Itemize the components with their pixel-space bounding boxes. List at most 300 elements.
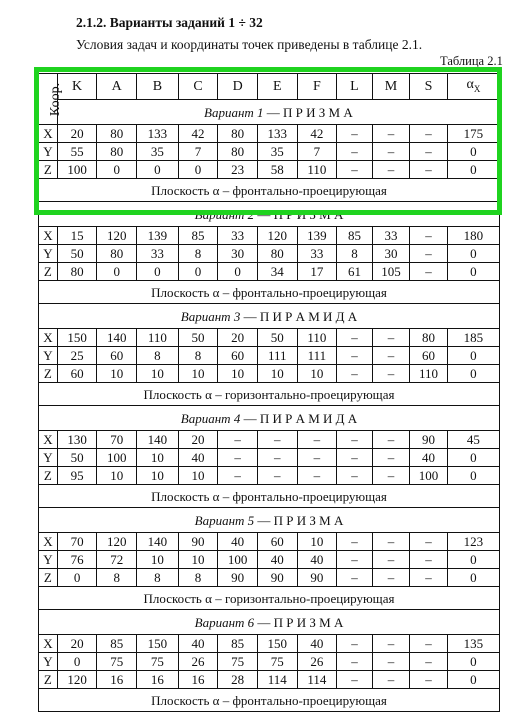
coord-value: 15 (57, 227, 97, 245)
coord-value: 100 (57, 161, 97, 179)
coord-value: 80 (257, 245, 297, 263)
coord-row-z (39, 263, 500, 281)
coord-value: 33 (372, 227, 410, 245)
coord-value: 10 (137, 467, 179, 485)
coord-value: 90 (178, 533, 218, 551)
plane-type: – горизонтально-проецирующая (211, 590, 395, 606)
coord-row-y (39, 653, 500, 671)
variant-title-row (39, 202, 500, 227)
coord-value: – (337, 467, 372, 485)
coord-value: 10 (97, 365, 137, 383)
coord-value: 17 (297, 263, 337, 281)
coord-value: 40 (178, 449, 218, 467)
coord-value: 10 (297, 365, 337, 383)
point-header-m: M (372, 74, 410, 100)
coord-value: 8 (137, 347, 179, 365)
coord-label: Y (39, 551, 58, 569)
coord-value: 8 (337, 245, 372, 263)
coord-value: – (297, 431, 337, 449)
coord-value: – (372, 161, 410, 179)
coord-value: – (257, 467, 297, 485)
coord-value: 139 (137, 227, 179, 245)
coord-header-label: Коор. (48, 82, 64, 116)
coord-value: 0 (447, 365, 499, 383)
coord-value: 80 (57, 263, 97, 281)
coord-row-x (39, 431, 500, 449)
plane-note (39, 383, 500, 406)
coord-value: 0 (447, 245, 499, 263)
coord-value: 0 (447, 347, 499, 365)
plane-type: – горизонтально-проецирующая (211, 386, 395, 402)
coord-value: – (410, 635, 448, 653)
coord-label: Z (39, 671, 58, 689)
coord-value: 60 (57, 365, 97, 383)
coord-value: 0 (218, 263, 258, 281)
coord-header-cell (39, 74, 64, 125)
coord-row-y (39, 143, 500, 161)
coord-value: 180 (447, 227, 499, 245)
coord-value: 0 (178, 161, 218, 179)
plane-word: Плоскость (151, 284, 210, 300)
coord-value: 95 (57, 467, 97, 485)
coord-value: 111 (257, 347, 297, 365)
coord-value: 16 (178, 671, 218, 689)
coord-value: 20 (218, 329, 258, 347)
coord-value: 0 (447, 551, 499, 569)
coord-row-y (39, 551, 500, 569)
variant-number: 3 (233, 308, 241, 324)
coord-value: 60 (218, 347, 258, 365)
coord-value: 8 (178, 347, 218, 365)
variant-dash: — (254, 614, 274, 630)
coord-value: 8 (178, 245, 218, 263)
plane-note (39, 179, 500, 202)
variant-dash: — (240, 410, 260, 426)
plane-type: – фронтально-проецирующая (219, 284, 387, 300)
coord-value: 130 (57, 431, 97, 449)
variant-title (39, 508, 500, 533)
variant-number: 2 (247, 206, 255, 222)
coord-value: – (257, 431, 297, 449)
coord-value: – (337, 671, 372, 689)
coord-row-z (39, 365, 500, 383)
coord-label: Y (39, 245, 58, 263)
coord-value: 0 (57, 653, 97, 671)
coord-value: 135 (447, 635, 499, 653)
variant-label: Вариант (194, 614, 245, 630)
variant-label: Вариант (180, 308, 231, 324)
coord-value: 114 (297, 671, 337, 689)
plane-word: Плоскость (143, 386, 202, 402)
plane-note (39, 689, 500, 712)
coord-value: 70 (57, 533, 97, 551)
coord-value: 25 (57, 347, 97, 365)
coord-value: – (337, 569, 372, 587)
variants-table (38, 73, 500, 712)
coord-value: 80 (410, 329, 448, 347)
coord-value: 8 (137, 569, 179, 587)
variant-dash: — (254, 512, 274, 528)
coord-value: 33 (297, 245, 337, 263)
coord-value: 0 (447, 161, 499, 179)
plane-alpha: α (205, 386, 212, 402)
coord-value: – (337, 533, 372, 551)
coord-value: 75 (257, 653, 297, 671)
coord-value: – (337, 365, 372, 383)
coord-value: – (410, 143, 448, 161)
coord-value: 50 (57, 245, 97, 263)
plane-note-row (39, 281, 500, 304)
coord-label: Z (39, 569, 58, 587)
coord-value: 0 (447, 569, 499, 587)
coord-value: 80 (97, 125, 137, 143)
point-header-d: D (218, 74, 258, 100)
coord-row-z (39, 161, 500, 179)
variant-shape: П И Р А М И Д А (259, 410, 358, 426)
coord-value: 10 (178, 365, 218, 383)
coord-label: X (39, 431, 58, 449)
coord-value: 133 (257, 125, 297, 143)
coord-label: Y (39, 449, 58, 467)
variant-shape: П Р И З М А (273, 512, 344, 528)
variant-number: 1 (257, 104, 264, 120)
coord-value: 10 (137, 449, 179, 467)
coord-value: 10 (178, 467, 218, 485)
coord-value: – (410, 569, 448, 587)
coord-value: 58 (257, 161, 297, 179)
coord-value: 23 (218, 161, 258, 179)
coord-value: – (372, 329, 410, 347)
coord-value: – (410, 125, 448, 143)
coord-value: 100 (218, 551, 258, 569)
variant-title-row (39, 406, 500, 431)
coord-value: – (337, 347, 372, 365)
point-header-c: C (178, 74, 218, 100)
coord-value: 100 (97, 449, 137, 467)
header-row (39, 74, 500, 100)
variant-dash: — (254, 206, 274, 222)
coord-label: X (39, 329, 58, 347)
coord-value: – (257, 449, 297, 467)
coord-value: 40 (297, 551, 337, 569)
plane-alpha: α (212, 182, 220, 198)
coord-value: 120 (57, 671, 97, 689)
coord-label: Z (39, 467, 58, 485)
coord-value: 35 (257, 143, 297, 161)
coord-value: 90 (297, 569, 337, 587)
coord-value: 45 (447, 431, 499, 449)
coord-value: – (410, 245, 448, 263)
coord-row-x (39, 635, 500, 653)
coord-value: – (410, 227, 448, 245)
coord-value: 120 (97, 533, 137, 551)
coord-value: 123 (447, 533, 499, 551)
variant-dash: — (240, 308, 260, 324)
variant-title-row (39, 610, 500, 635)
section-heading: 2.1.2. Варианты заданий 1 ÷ 32 (76, 15, 263, 30)
coord-value: – (337, 551, 372, 569)
coord-value: 110 (297, 161, 337, 179)
coord-value: 80 (218, 143, 258, 161)
variant-number: 5 (247, 512, 255, 528)
variant-title (57, 100, 499, 125)
coord-value: 50 (57, 449, 97, 467)
coord-value: 20 (178, 431, 218, 449)
coord-label: Y (39, 143, 58, 161)
coord-value: 40 (257, 551, 297, 569)
coord-value: 90 (410, 431, 448, 449)
coord-value: – (218, 431, 258, 449)
coord-value: 0 (97, 263, 137, 281)
coord-value: 150 (257, 635, 297, 653)
alpha-header (447, 74, 499, 100)
plane-alpha: α (212, 488, 220, 504)
coord-label: Y (39, 347, 58, 365)
coord-value: 150 (57, 329, 97, 347)
coord-label: X (39, 125, 58, 143)
plane-note (39, 587, 500, 610)
variant-title (39, 202, 500, 227)
coord-value: 10 (257, 365, 297, 383)
variant-shape: П Р И З М А (273, 614, 344, 630)
coord-value: 55 (57, 143, 97, 161)
coord-value: – (337, 431, 372, 449)
coord-value: 40 (178, 635, 218, 653)
coord-value: 111 (297, 347, 337, 365)
plane-note (39, 485, 500, 508)
point-header-b: B (137, 74, 179, 100)
coord-value: – (410, 671, 448, 689)
coord-value: 60 (257, 533, 297, 551)
variant-shape: П И Р А М И Д А (259, 308, 358, 324)
variant-label: Вариант (194, 512, 245, 528)
coord-value: 60 (97, 347, 137, 365)
coord-value: 26 (178, 653, 218, 671)
coord-value: 16 (97, 671, 137, 689)
coord-value: 85 (97, 635, 137, 653)
coord-value: 0 (447, 449, 499, 467)
coord-value: 10 (137, 551, 179, 569)
coord-label: X (39, 533, 58, 551)
variant-shape: П Р И З М А (283, 104, 353, 120)
coord-label: X (39, 227, 58, 245)
coord-value: 50 (178, 329, 218, 347)
plane-word: Плоскость (151, 182, 210, 198)
coord-label: Z (39, 161, 58, 179)
variant-shape: П Р И З М А (273, 206, 344, 222)
coord-value: 75 (97, 653, 137, 671)
coord-value: 175 (447, 125, 499, 143)
coord-value: – (410, 551, 448, 569)
coord-value: – (372, 671, 410, 689)
variant-title-row (39, 304, 500, 329)
coord-value: – (372, 143, 410, 161)
coord-value: 72 (97, 551, 137, 569)
coord-value: – (337, 125, 372, 143)
coord-value: 85 (218, 635, 258, 653)
coord-value: – (372, 653, 410, 671)
coord-row-z (39, 671, 500, 689)
variant-title (39, 406, 500, 431)
coord-value: 85 (178, 227, 218, 245)
plane-note (39, 281, 500, 304)
coord-value: 34 (257, 263, 297, 281)
coord-row-x (39, 227, 500, 245)
coord-value: – (372, 467, 410, 485)
coord-value: – (372, 569, 410, 587)
coord-value: – (372, 431, 410, 449)
coord-value: 0 (57, 569, 97, 587)
table-caption: Таблица 2.1 (440, 54, 503, 68)
coord-value: 26 (297, 653, 337, 671)
coord-value: 90 (218, 569, 258, 587)
coord-label: Z (39, 263, 58, 281)
coord-label: Y (39, 653, 58, 671)
coord-value: – (337, 329, 372, 347)
coord-value: – (372, 365, 410, 383)
variant-number: 4 (233, 410, 241, 426)
plane-word: Плоскость (151, 488, 210, 504)
variant-title-row (39, 100, 500, 125)
coord-value: 16 (137, 671, 179, 689)
variant-title (39, 304, 500, 329)
coord-value: 140 (137, 533, 179, 551)
coord-value: 140 (137, 431, 179, 449)
coord-value: 40 (410, 449, 448, 467)
coord-value: 10 (178, 551, 218, 569)
plane-alpha: α (205, 590, 212, 606)
point-header-a: A (97, 74, 137, 100)
variant-dash: — (263, 104, 284, 120)
coord-value: 185 (447, 329, 499, 347)
coord-value: 8 (178, 569, 218, 587)
coord-row-y (39, 245, 500, 263)
coord-row-y (39, 347, 500, 365)
variant-title-row (39, 508, 500, 533)
coord-value: – (410, 533, 448, 551)
coord-value: 20 (57, 125, 97, 143)
coord-value: 35 (137, 143, 179, 161)
plane-note-row (39, 383, 500, 406)
coord-value: 140 (97, 329, 137, 347)
coord-row-x (39, 125, 500, 143)
coord-value: 110 (410, 365, 448, 383)
coord-row-x (39, 533, 500, 551)
coord-value: 90 (257, 569, 297, 587)
variant-label: Вариант (180, 410, 231, 426)
alpha-symbol: α (466, 76, 474, 92)
plane-word: Плоскость (143, 590, 202, 606)
coord-value: – (410, 653, 448, 671)
coord-value: 70 (97, 431, 137, 449)
coord-value: 85 (337, 227, 372, 245)
coord-value: 0 (137, 161, 179, 179)
plane-alpha: α (212, 692, 220, 708)
coord-value: – (218, 467, 258, 485)
coord-value: – (337, 653, 372, 671)
coord-value: 33 (218, 227, 258, 245)
coord-value: – (372, 551, 410, 569)
point-header-k: K (57, 74, 97, 100)
coord-label: X (39, 635, 58, 653)
point-header-f: F (297, 74, 337, 100)
coord-value: 7 (297, 143, 337, 161)
coord-value: 20 (57, 635, 97, 653)
coord-value: – (337, 143, 372, 161)
coord-value: 8 (97, 569, 137, 587)
coord-value: – (410, 161, 448, 179)
coord-value: 75 (137, 653, 179, 671)
coord-value: – (337, 635, 372, 653)
coord-row-x (39, 329, 500, 347)
coord-value: 7 (178, 143, 218, 161)
coord-value: 0 (178, 263, 218, 281)
plane-note-row (39, 485, 500, 508)
coord-value: 0 (447, 671, 499, 689)
point-header-l: L (337, 74, 372, 100)
coord-value: – (372, 635, 410, 653)
coord-value: 30 (372, 245, 410, 263)
coord-value: 10 (97, 467, 137, 485)
plane-alpha: α (212, 284, 220, 300)
coord-value: – (372, 125, 410, 143)
coord-value: 60 (410, 347, 448, 365)
coord-value: 75 (218, 653, 258, 671)
variants-table-body (39, 74, 500, 712)
section-subheading: Условия задач и координаты точек приведены в таблице 2.1. (76, 37, 423, 52)
variant-title (39, 610, 500, 635)
coord-value: 120 (257, 227, 297, 245)
plane-word: Плоскость (151, 692, 210, 708)
plane-type: – фронтально-проецирующая (219, 182, 387, 198)
coord-value: 120 (97, 227, 137, 245)
plane-note-row (39, 689, 500, 712)
coord-value: – (372, 449, 410, 467)
coord-value: 40 (297, 635, 337, 653)
coord-value: 114 (257, 671, 297, 689)
plane-type: – фронтально-проецирующая (219, 488, 387, 504)
coord-value: 76 (57, 551, 97, 569)
coord-value: 0 (97, 161, 137, 179)
coord-value: 133 (137, 125, 179, 143)
coord-value: 110 (297, 329, 337, 347)
coord-value: 0 (447, 143, 499, 161)
coord-value: 40 (218, 533, 258, 551)
coord-row-y (39, 449, 500, 467)
coord-value: 139 (297, 227, 337, 245)
coord-value: 80 (218, 125, 258, 143)
coord-value: 0 (137, 263, 179, 281)
coord-value: 42 (178, 125, 218, 143)
coord-value: – (218, 449, 258, 467)
point-header-e: E (257, 74, 297, 100)
plane-type: – фронтально-проецирующая (219, 692, 387, 708)
coord-value: 80 (97, 143, 137, 161)
coord-value: – (297, 467, 337, 485)
coord-value: – (337, 161, 372, 179)
coord-value: 110 (137, 329, 179, 347)
plane-note-row (39, 179, 500, 202)
coord-value: – (372, 533, 410, 551)
coord-value: 0 (447, 653, 499, 671)
coord-value: – (410, 263, 448, 281)
coord-value: 150 (137, 635, 179, 653)
plane-note-row (39, 587, 500, 610)
coord-value: 80 (97, 245, 137, 263)
coord-value: 0 (447, 467, 499, 485)
variant-label: Вариант (204, 104, 254, 120)
coord-value: 10 (137, 365, 179, 383)
